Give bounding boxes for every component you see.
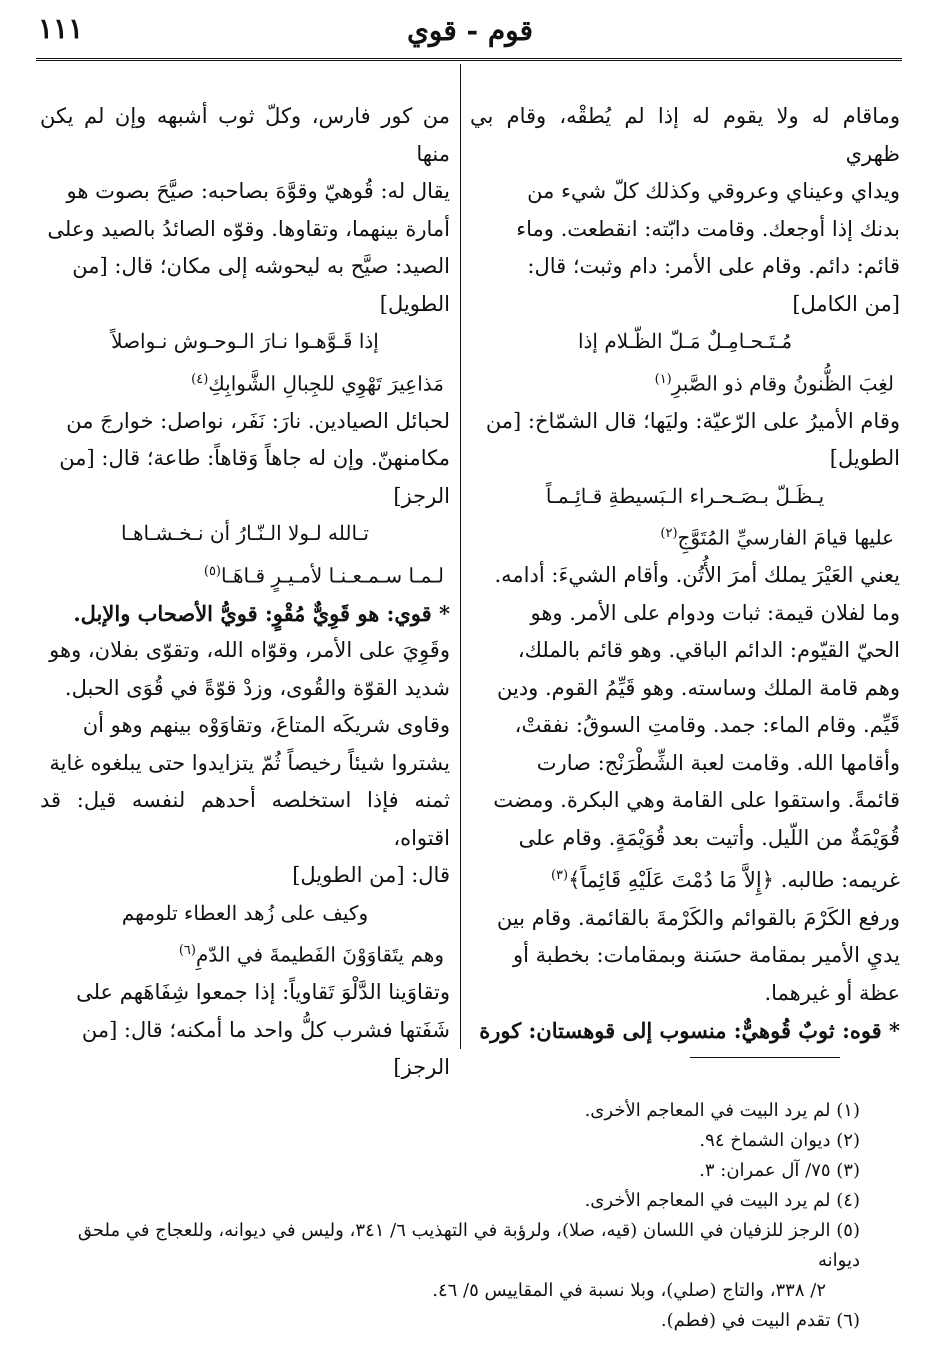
line-text: * قوي: هو قَوِيٌّ مُقْوٍ: قويُّ الأصحاب والإبل. xyxy=(73,600,450,626)
line-text: مكامنهنّ. وإن له جاهاً وَقاهاً: طاعة؛ قال: [من xyxy=(59,446,450,471)
text-line xyxy=(470,248,900,286)
footnote: ٢/ ٣٣٨، والتاج (صلي)، وبلا نسبة في المقاييس ٥/ ٤٦. xyxy=(432,1280,826,1301)
footnote: (٣) ٧٥/ آل عمران: ٣. xyxy=(699,1160,860,1181)
line-text: يشتروا شيئاً رخيصاً ثُمّ يتزايدوا حتى يبلغوه غاية xyxy=(49,750,450,775)
footnote: (٦) تقدم البيت في (فطم). xyxy=(660,1310,860,1331)
line-text: يعني العَيْرَ يملك أمرَ الأُتُن. وأقام الشيءَ: أدامه. xyxy=(494,563,900,588)
page-number: ١١١ xyxy=(38,12,84,45)
verse-line xyxy=(40,553,450,595)
text-line xyxy=(470,900,900,938)
line-text: [من الكامل] xyxy=(792,291,900,316)
line-text: ثمنه فإذا استخلصه أحدهم لنفسه قيل: قد اقتواه، xyxy=(40,788,450,850)
line-text: مَذاعِيرَ تَهْوِي للجِبالِ الشَّوابِكِ xyxy=(208,371,444,396)
text-line xyxy=(470,857,900,900)
text-line xyxy=(40,98,450,173)
line-text: وتقاوَينا الدَّلْوَ تَقاوياً: إذا جمعوا شِفَاهَهم على xyxy=(76,980,450,1005)
line-text: تـالله لـولا الـنّـارُ أن نـخـشـاهـا xyxy=(121,521,369,546)
footnote-marker: (١) xyxy=(654,371,672,387)
footnote: (١) لم يرد البيت في المعاجم الأخرى. xyxy=(584,1100,860,1121)
line-text: وقَوِيَ على الأمر، وقوّاه الله، وتقوّى بفلان، وهو xyxy=(49,638,450,663)
line-text: وماقام له ولا يقوم له إذا لم يُطقْه، وقام بي ظهري xyxy=(470,104,900,166)
verse-line xyxy=(40,895,450,933)
line-text: الصيد: صيَّح به ليحوشه إلى مكان؛ قال: [من xyxy=(72,254,450,278)
line-text: قَيِّم. وقام الماء: جمد. وقامتِ السوقُ: نفقتْ، xyxy=(514,713,900,738)
line-text: الرجز] xyxy=(393,1055,450,1080)
line-text: ويداي وعيناي وعروقي وكذلك كلّ شيء من xyxy=(527,179,900,203)
verse-line xyxy=(470,478,900,516)
footnote: (٤) لم يرد البيت في المعاجم الأخرى. xyxy=(584,1190,860,1211)
line-text: قُوَيْمَةٌ من اللّيل. وأتيت بعد قُوَيْمَةٍ. وقام على xyxy=(518,825,900,850)
line-text: لغِبَ الظُّنونُ وقام ذو الصَّبرِ xyxy=(671,371,894,396)
text-line xyxy=(470,820,900,858)
line-text: الحيّ القيّوم: الدائم الباقي. وهو قائم بالملك، xyxy=(517,638,900,663)
line-text: يـظَـلّ بـصَـحـراء الـبَسيطةِ قـائِـمـاً xyxy=(545,483,825,508)
text-line xyxy=(470,403,900,441)
text-line xyxy=(40,248,450,286)
running-head: قوم - قوي xyxy=(406,14,534,47)
line-text: قائم: دائم. وقام على الأمر: دام وثبت؛ قال: xyxy=(527,254,900,278)
right-column xyxy=(470,98,900,1050)
text-line xyxy=(40,1049,450,1087)
text-line xyxy=(40,403,450,441)
text-line xyxy=(470,670,900,708)
verse-line xyxy=(470,323,900,361)
footnote-marker: (٢) xyxy=(660,526,678,542)
line-text: عظة أو غيرهما. xyxy=(764,980,900,1005)
line-text: مُـتَـحـامِـلٌ مَـلّ الظّـلام إذا xyxy=(577,329,793,353)
left-column xyxy=(40,98,450,1087)
text-line xyxy=(40,478,450,516)
text-line xyxy=(470,937,900,975)
text-line xyxy=(470,707,900,745)
text-line xyxy=(470,173,900,211)
text-line xyxy=(40,173,450,211)
text-line xyxy=(40,974,450,1012)
line-text: لـمـا سـمـعـنـا لأمـيـرٍ قـاهَـا xyxy=(221,563,444,588)
line-text: وأقامها الله. وقامت لعبة الشِّطْرَنْج: صارت xyxy=(536,750,900,775)
verse-line xyxy=(40,323,450,361)
footnote: (٥) الرجز للزفيان في اللسان (قيه، صلا)، ولرؤبة في التهذيب ٦/ ٣٤١، وليس في ديوانه، وللعجاج في ملحق ديوانه xyxy=(77,1220,860,1271)
line-text: بدنك إذا أوجعك. وقامت دابّته: انقطعت. وماء xyxy=(516,216,900,241)
text-line xyxy=(40,286,450,324)
line-text: قائمةً. واستقوا على القامة وهي البكرة. ومضت xyxy=(493,788,900,813)
footnote-marker: (٤) xyxy=(191,371,209,387)
text-line xyxy=(470,782,900,820)
text-line xyxy=(40,670,450,708)
line-text: شديد القوّة والقُوى، وزدْ قوّةً في قُوَى الحبل. xyxy=(64,675,450,700)
footnote-marker: (٥) xyxy=(203,563,221,579)
text-line xyxy=(40,745,450,783)
line-text: إذا قَـوَّهـوا نـارَ الـوحـوش نـواصلاً xyxy=(111,329,379,353)
line-text: أمارة بينهما، وتقاوها. وقوّه الصائدُ بالصيد وعلى xyxy=(47,216,450,241)
column-divider xyxy=(460,64,461,1049)
line-text: وهم يتَقاوَوْنَ الفَطيمةَ في الدّمِ xyxy=(195,942,444,967)
verse-line xyxy=(40,515,450,553)
line-text: وقام الأميرُ على الرّعيّة: وليَها؛ قال الشمّاخ: [من xyxy=(485,408,900,433)
footnotes xyxy=(40,1096,860,1336)
header-rule xyxy=(36,58,902,61)
text-line xyxy=(470,632,900,670)
text-line xyxy=(470,211,900,249)
line-text: يديِ الأمير بمقامة حسَنة وبمقامات: بخطبة أو xyxy=(512,943,900,968)
line-text: قال: [من الطويل] xyxy=(292,863,450,888)
line-text: من كور فارس، وكلّ ثوب أشبهه وإن لم يكن منها xyxy=(40,104,450,166)
footnote-marker: (٣) xyxy=(550,868,569,884)
entry-headword-line xyxy=(40,595,450,633)
verse-line xyxy=(470,515,900,557)
footnote: (٢) ديوان الشماخ ٩٤. xyxy=(699,1130,860,1151)
text-line xyxy=(470,595,900,633)
verse-line xyxy=(470,361,900,403)
text-line xyxy=(40,1012,450,1050)
text-line xyxy=(40,707,450,745)
line-text: الرجز] xyxy=(393,483,450,508)
text-line xyxy=(470,557,900,595)
text-line xyxy=(40,211,450,249)
line-text: غريمه: طالبه. ﴿إِلاَّ مَا دُمْتَ عَلَيْهِ قَائِماً﴾ xyxy=(568,868,900,893)
line-text: يقال له: قُوهيّ وقوَّهَ بصاحبه: صيَّحَ بصوت هو xyxy=(66,179,450,203)
line-text: وما لفلان قيمة: ثبات ودوام على الأمر. وهو xyxy=(530,600,900,625)
footnote-rule xyxy=(690,1057,840,1058)
entry-headword-line xyxy=(470,1012,900,1050)
line-text: وهم قامة الملك وساسته. وهو قَيِّمُ القوم. ودين xyxy=(496,675,900,700)
text-line xyxy=(40,440,450,478)
text-line xyxy=(470,440,900,478)
text-line xyxy=(40,857,450,895)
line-text: لحبائل الصيادين. نارَ: نَفَر، نواصل: خوارجَ من xyxy=(66,408,450,433)
verse-line xyxy=(40,932,450,974)
line-text: ورفع الكَرْمَ بالقوائم والكَرْمةَ بالقائمة. وقام بين xyxy=(496,905,900,930)
text-line xyxy=(470,286,900,324)
line-text: الطويل] xyxy=(829,446,900,471)
line-text: وقاوى شريكَه المتاعَ، وتقاوَوْه بينهم وهو أن xyxy=(82,713,450,738)
text-line xyxy=(470,98,900,173)
line-text: * قوه: ثوبٌ قُوهيٌّ: منسوب إلى قوهستان: كورة xyxy=(479,1018,900,1044)
text-line xyxy=(40,632,450,670)
verse-line xyxy=(40,361,450,403)
line-text: الطويل] xyxy=(379,291,450,316)
text-line xyxy=(470,975,900,1013)
line-text: وكيف على زُهد العطاء تلومهم xyxy=(121,900,369,925)
text-line xyxy=(470,745,900,783)
line-text: عليها قيامَ الفارسيِّ المُتَوَّجِ xyxy=(677,525,894,550)
line-text: شَفَتها فشرب كلُّ واحد ما أمكنه؛ قال: [من xyxy=(81,1017,450,1042)
text-line xyxy=(40,782,450,857)
footnote-marker: (٦) xyxy=(178,943,196,959)
